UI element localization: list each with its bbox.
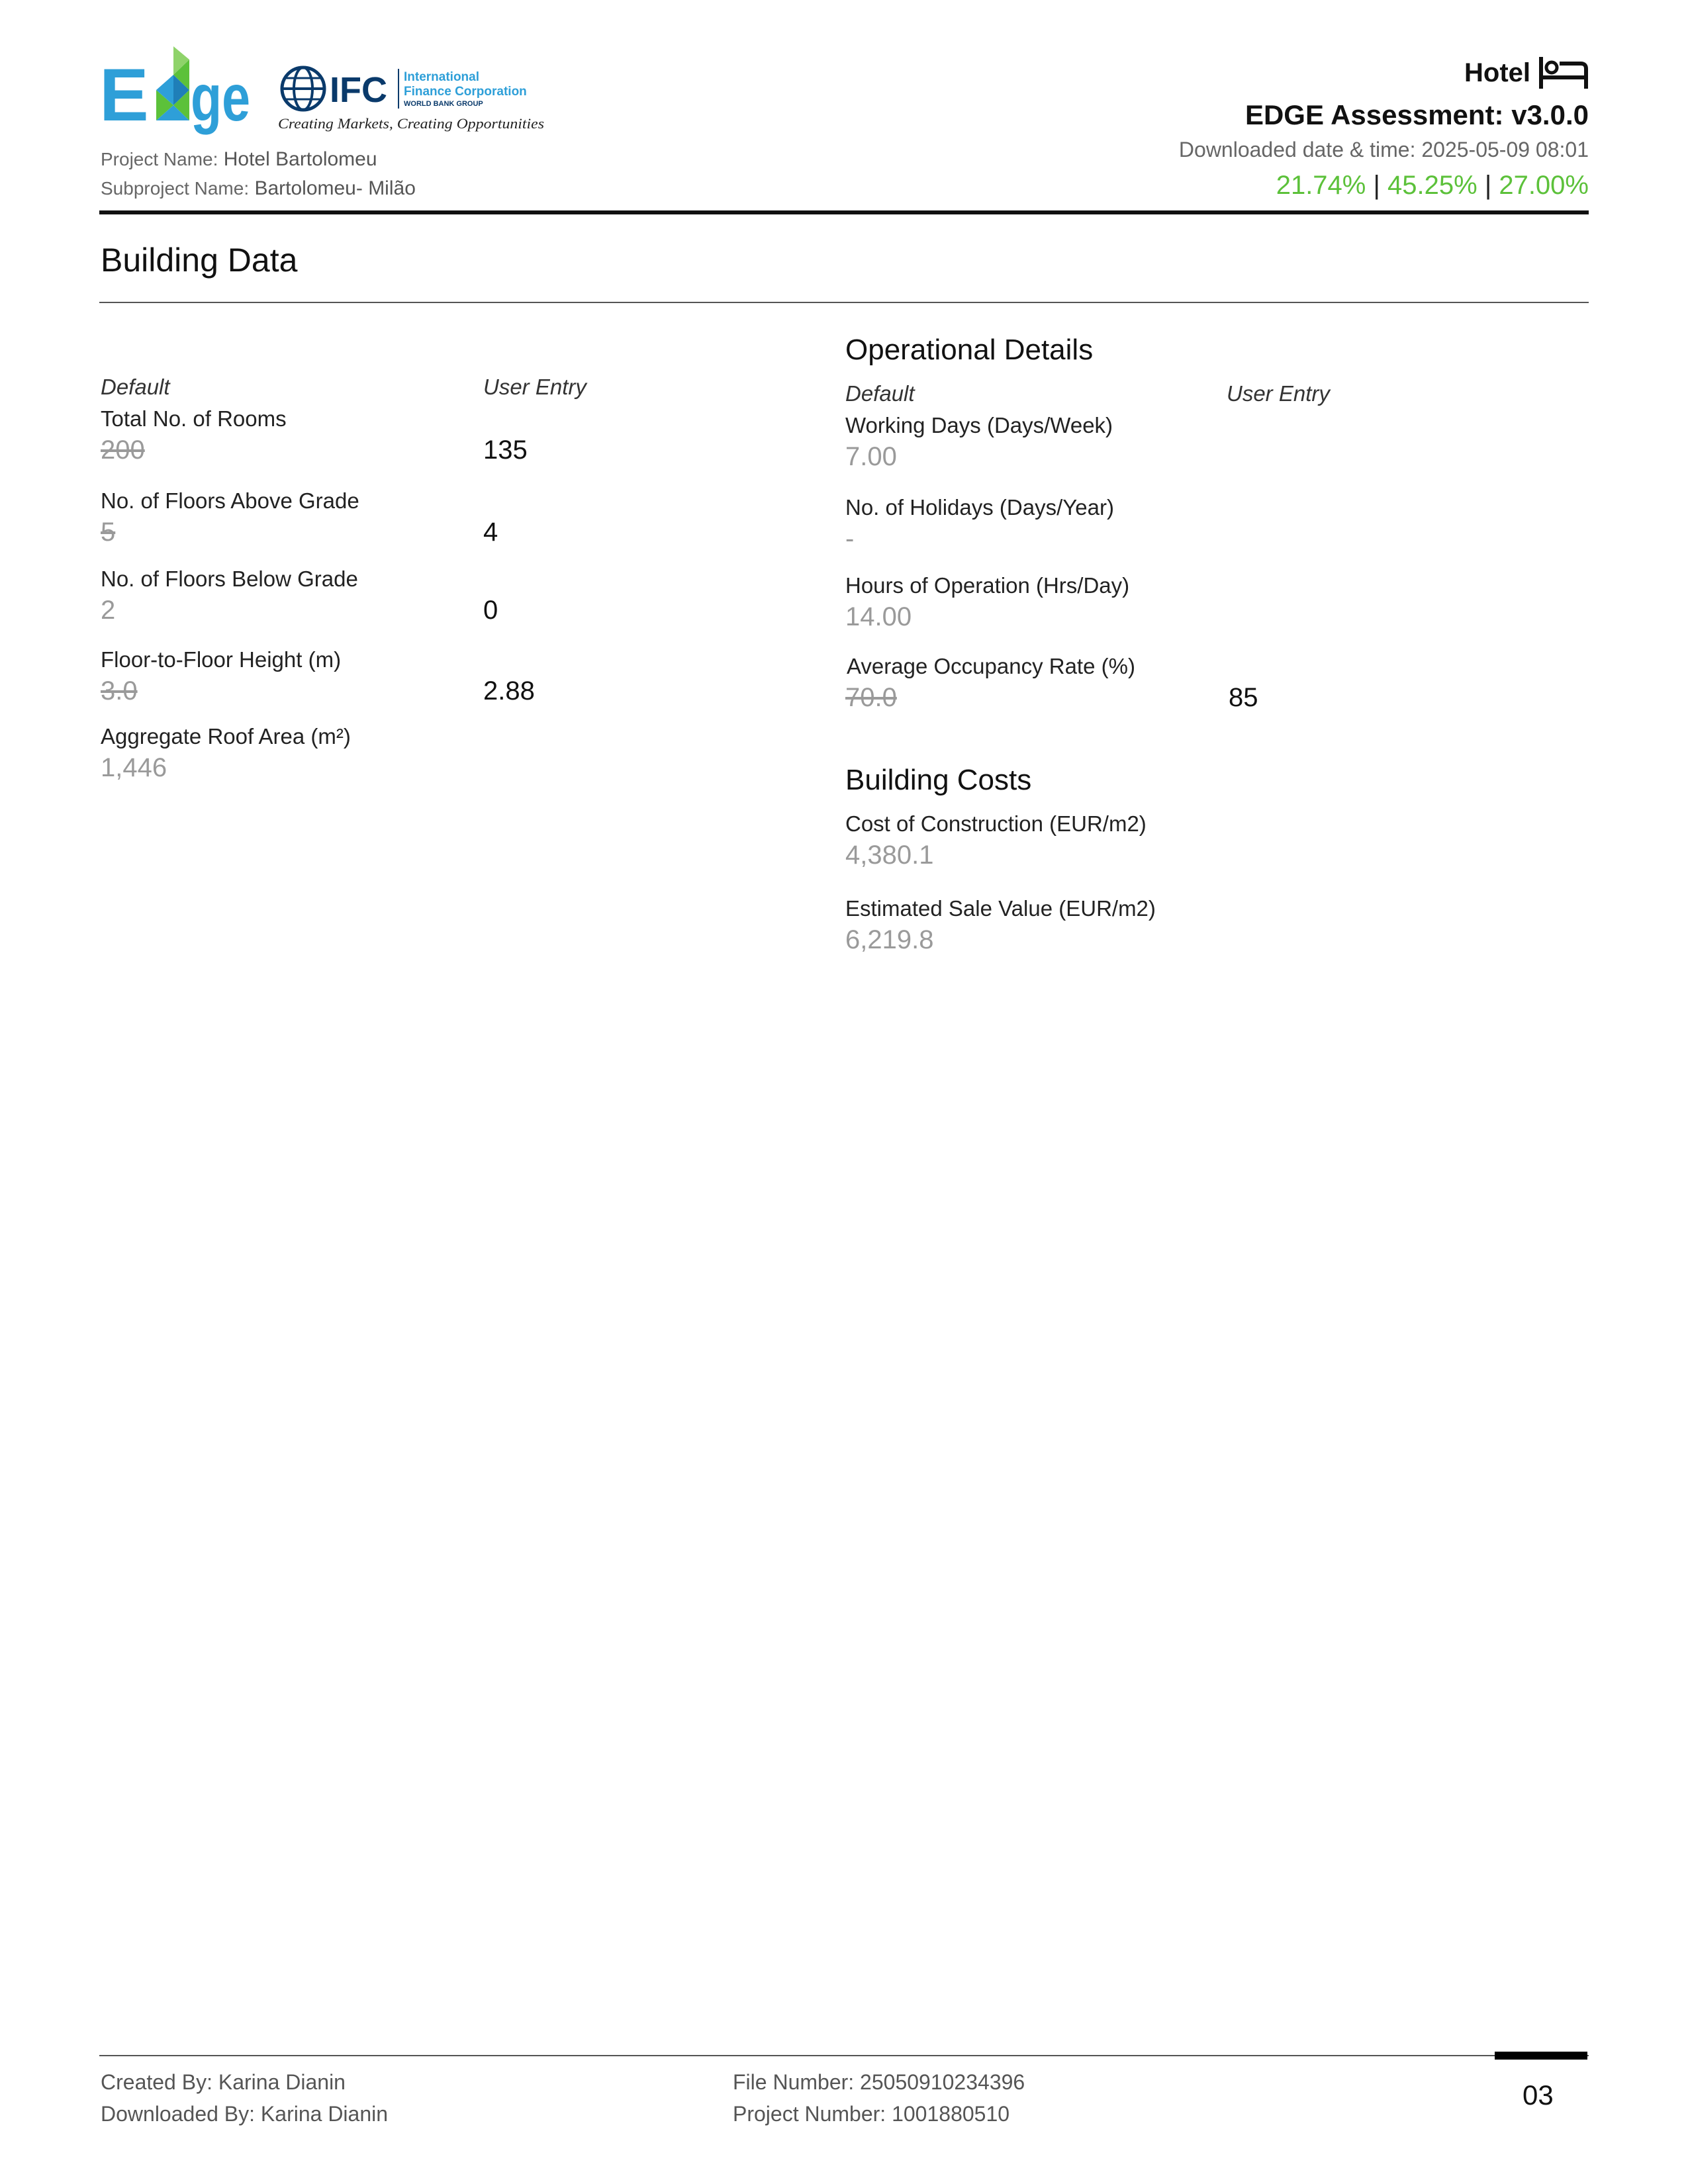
footer-divider	[99, 2055, 1589, 2056]
building-type-label: Hotel	[1464, 58, 1530, 87]
floors-below-grade-label: No. of Floors Below Grade	[101, 567, 358, 591]
construction-cost-label: Cost of Construction (EUR/m2)	[845, 811, 1147, 836]
section-divider	[99, 302, 1589, 303]
bed-icon	[1537, 56, 1589, 90]
download-datetime: Downloaded date & time: 2025-05-09 08:01	[1178, 138, 1589, 161]
holidays-label: No. of Holidays (Days/Year)	[845, 495, 1114, 520]
project-number: Project Number: 1001880510	[733, 2102, 1010, 2126]
floor-height-default: 3.0	[101, 676, 138, 705]
created-by: Created By: Karina Dianin	[101, 2070, 346, 2094]
floors-above-grade-label: No. of Floors Above Grade	[101, 488, 359, 513]
occupancy-rate-user: 85	[1229, 683, 1258, 712]
total-rooms-default: 200	[101, 435, 145, 465]
construction-cost-default: 4,380.1	[845, 841, 934, 870]
subproject-name-label: Subproject Name:	[101, 178, 250, 199]
page-number: 03	[1523, 2079, 1554, 2111]
operational-user-entry-header: User Entry	[1227, 381, 1330, 406]
file-number: File Number: 25050910234396	[733, 2070, 1025, 2094]
hours-operation-label: Hours of Operation (Hrs/Day)	[845, 573, 1130, 598]
holidays-default: -	[845, 524, 855, 553]
edge-logo-graphic	[99, 38, 250, 136]
svg-text:E: E	[99, 54, 149, 136]
floors-above-grade-default: 5	[101, 518, 116, 547]
building-costs-title: Building Costs	[845, 764, 1032, 796]
downloaded-by: Downloaded By: Karina Dianin	[101, 2102, 389, 2126]
working-days-default: 7.00	[845, 442, 897, 471]
ifc-logo-graphic	[278, 61, 549, 135]
edge-logo	[99, 38, 250, 136]
assessment-version: EDGE Assessment: v3.0.0	[1244, 99, 1589, 130]
building-type	[1464, 56, 1589, 90]
roof-area-default: 1,446	[101, 753, 167, 782]
ifc-line1: International	[404, 70, 480, 84]
floors-below-grade-default: 2	[101, 596, 116, 625]
ifc-acronym: IFC	[330, 70, 387, 110]
water-savings: 45.25%	[1387, 171, 1477, 200]
subproject-name-line	[101, 177, 416, 200]
ifc-line2: Finance Corporation	[404, 85, 527, 99]
svg-text:ge: ge	[191, 61, 250, 135]
ifc-line3: WORLD BANK GROUP	[404, 100, 483, 108]
separator: |	[1373, 171, 1380, 200]
occupancy-rate-label: Average Occupancy Rate (%)	[847, 654, 1135, 678]
operational-details-title: Operational Details	[845, 334, 1094, 366]
sale-value-label: Estimated Sale Value (EUR/m2)	[845, 896, 1156, 921]
floors-below-grade-user: 0	[483, 596, 498, 625]
ifc-logo	[278, 61, 549, 135]
subproject-name-value: Bartolomeu- Milão	[254, 177, 416, 199]
section-title: Building Data	[101, 242, 298, 279]
user-entry-column-header: User Entry	[483, 375, 586, 399]
separator: |	[1484, 171, 1492, 200]
materials-savings: 27.00%	[1499, 171, 1589, 200]
operational-default-header: Default	[845, 381, 915, 406]
header-divider	[99, 210, 1589, 214]
savings-percentages	[1276, 171, 1589, 201]
hours-operation-default: 14.00	[845, 602, 912, 631]
total-rooms-user: 135	[483, 435, 528, 465]
working-days-label: Working Days (Days/Week)	[845, 413, 1113, 437]
project-name-label: Project Name:	[101, 149, 218, 169]
total-rooms-label: Total No. of Rooms	[101, 406, 287, 431]
default-column-header: Default	[101, 375, 170, 399]
floor-height-user: 2.88	[483, 676, 535, 705]
floors-above-grade-user: 4	[483, 518, 498, 547]
floor-height-label: Floor-to-Floor Height (m)	[101, 647, 342, 672]
page-tab-marker	[1495, 2052, 1587, 2060]
energy-savings: 21.74%	[1276, 171, 1366, 200]
occupancy-rate-default: 70.0	[845, 683, 897, 712]
ifc-tagline: Creating Markets, Creating Opportunities	[278, 115, 544, 132]
project-name-line	[101, 148, 377, 171]
sale-value-default: 6,219.8	[845, 925, 934, 954]
project-name-value: Hotel Bartolomeu	[223, 148, 377, 170]
roof-area-label: Aggregate Roof Area (m²)	[101, 724, 351, 749]
